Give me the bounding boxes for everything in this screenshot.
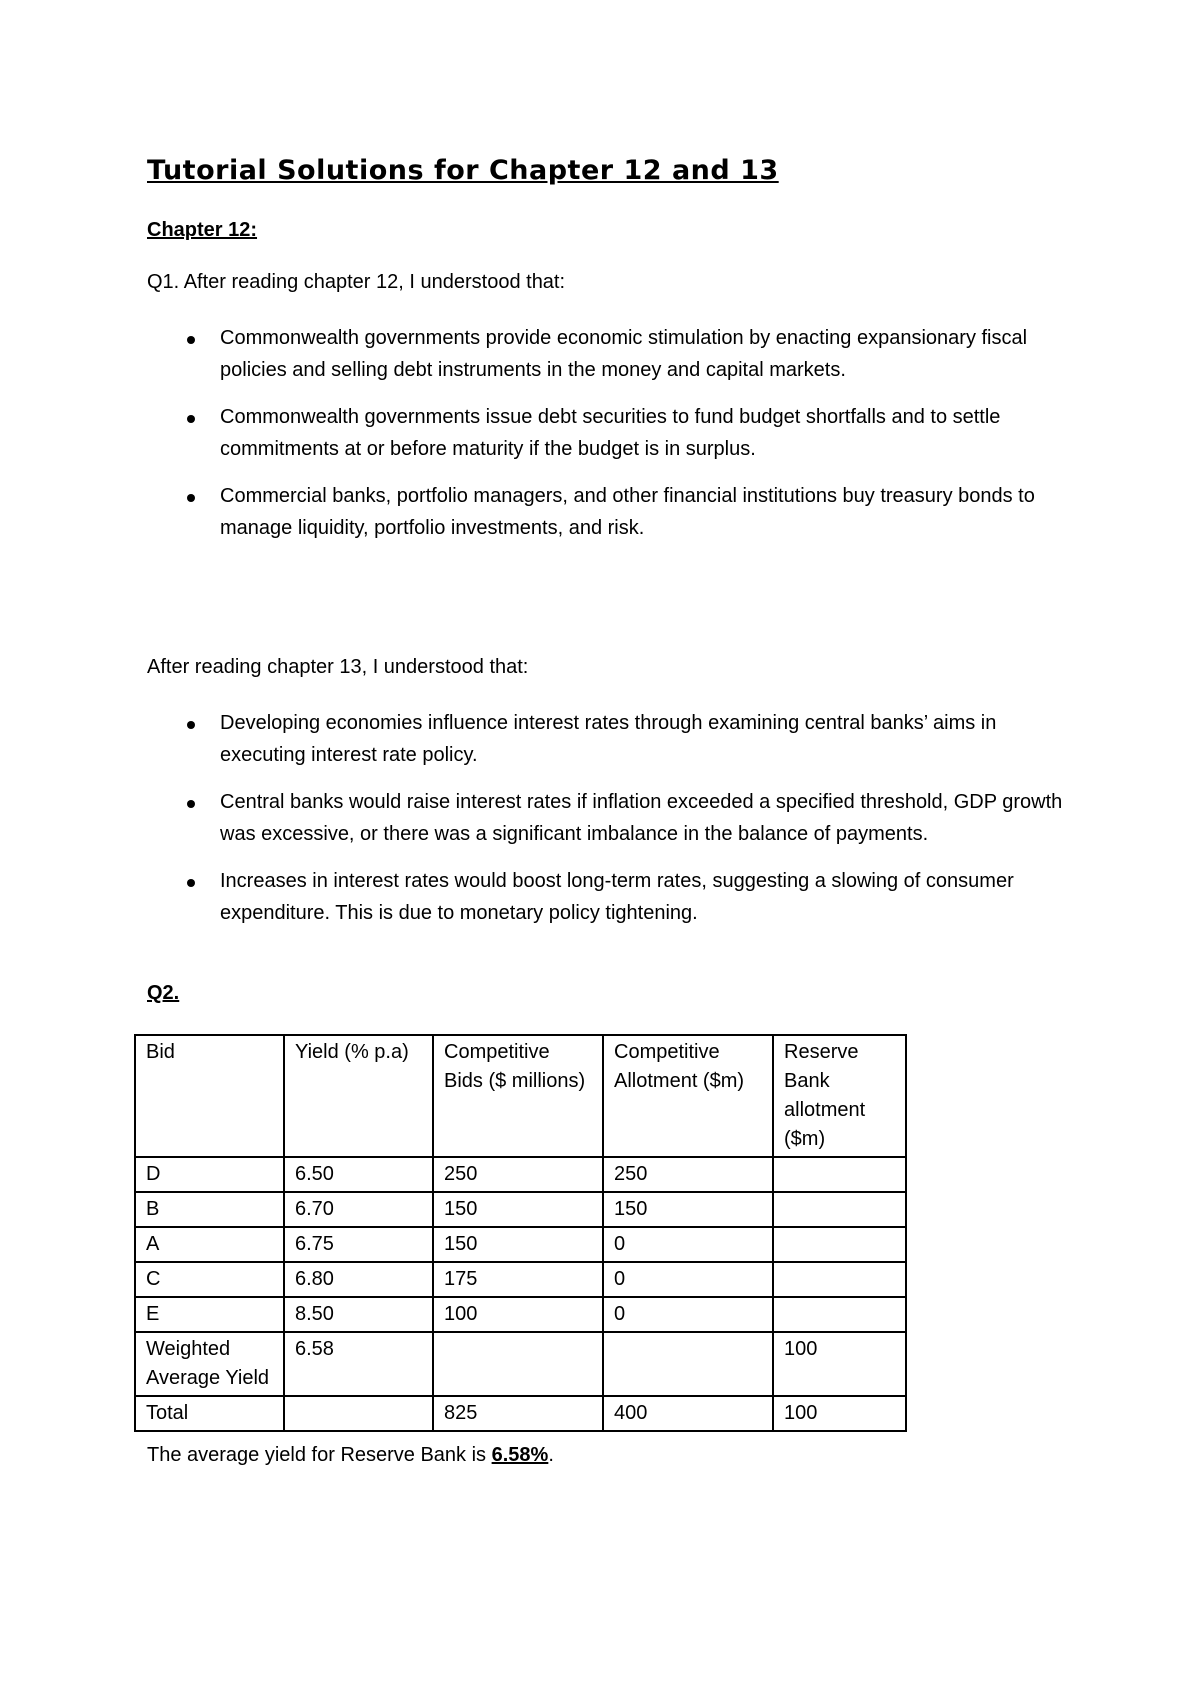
table-cell <box>773 1157 906 1192</box>
table-row <box>135 1262 906 1297</box>
bullet-icon <box>187 415 195 423</box>
table-cell <box>773 1297 906 1332</box>
bullet-icon <box>187 879 195 887</box>
average-yield-value: 6.58% <box>491 1444 549 1466</box>
table-row <box>135 1227 906 1262</box>
table-header-row <box>135 1035 906 1157</box>
page-title: Tutorial Solutions for Chapter 12 and 13 <box>147 155 779 186</box>
table-cell: 0 <box>603 1227 773 1262</box>
table-cell <box>603 1332 773 1396</box>
table-cell: Weighted Average Yield <box>135 1332 284 1396</box>
list-item: Commercial banks, portfolio managers, and other financial institutions buy treasury bonds to manage liquidity, portfolio investments, and risk. <box>147 480 1087 544</box>
table-cell: 0 <box>603 1262 773 1297</box>
list-item: Commonwealth governments provide economic stimulation by enacting expansionary fiscal policies and selling debt instruments in the money and capital markets. <box>147 322 1087 386</box>
chapter-13-bullet-list <box>147 707 1087 944</box>
table-cell: 8.50 <box>284 1297 433 1332</box>
table-row <box>135 1396 906 1431</box>
bullet-icon <box>187 336 195 344</box>
q1-intro: Q1. After reading chapter 12, I understood that: <box>147 271 566 293</box>
table-cell: B <box>135 1192 284 1227</box>
table-cell <box>284 1396 433 1431</box>
table-cell: 100 <box>773 1396 906 1431</box>
table-cell: 6.50 <box>284 1157 433 1192</box>
bid-allotment-table <box>134 1034 907 1432</box>
table-cell: 400 <box>603 1396 773 1431</box>
table-cell: 150 <box>433 1192 603 1227</box>
bullet-icon <box>187 494 195 502</box>
table-cell: 100 <box>433 1297 603 1332</box>
table-row <box>135 1332 906 1396</box>
table-row <box>135 1297 906 1332</box>
table-cell: 100 <box>773 1332 906 1396</box>
table-cell: 0 <box>603 1297 773 1332</box>
table-cell: 150 <box>603 1192 773 1227</box>
chapter-13-intro: After reading chapter 13, I understood that: <box>147 656 529 678</box>
list-item: Commonwealth governments issue debt securities to fund budget shortfalls and to settle commitments at or before maturity if the budget is in surplus. <box>147 401 1087 465</box>
chapter-12-bullet-list <box>147 322 1087 559</box>
list-item: Increases in interest rates would boost long-term rates, suggesting a slowing of consumer expenditure. This is due to monetary policy tightening. <box>147 865 1087 929</box>
table-cell: 250 <box>433 1157 603 1192</box>
table-cell: A <box>135 1227 284 1262</box>
table-cell: Total <box>135 1396 284 1431</box>
table-cell <box>773 1227 906 1262</box>
table-cell: 150 <box>433 1227 603 1262</box>
table-cell: 250 <box>603 1157 773 1192</box>
table-header-cell: Competitive Bids ($ millions) <box>433 1035 603 1157</box>
table-cell: 6.70 <box>284 1192 433 1227</box>
table-header-cell: Yield (% p.a) <box>284 1035 433 1157</box>
table-cell <box>773 1262 906 1297</box>
table-header-cell: Competitive Allotment ($m) <box>603 1035 773 1157</box>
table-cell: 825 <box>433 1396 603 1431</box>
table-cell <box>433 1332 603 1396</box>
table-header-cell: Bid <box>135 1035 284 1157</box>
q2-conclusion: The average yield for Reserve Bank is 6.58%. <box>147 1444 554 1466</box>
q2-heading: Q2. <box>147 982 180 1004</box>
bullet-icon <box>187 721 195 729</box>
list-item: Central banks would raise interest rates if inflation exceeded a specified threshold, GDP growth was excessive, or there was a significant imbalance in the balance of payments. <box>147 786 1087 850</box>
chapter-12-heading: Chapter 12: <box>147 219 258 241</box>
table-cell: E <box>135 1297 284 1332</box>
table-cell: C <box>135 1262 284 1297</box>
table-cell <box>773 1192 906 1227</box>
bullet-icon <box>187 800 195 808</box>
table-cell: D <box>135 1157 284 1192</box>
table-cell: 175 <box>433 1262 603 1297</box>
table-cell: 6.58 <box>284 1332 433 1396</box>
table-cell: 6.75 <box>284 1227 433 1262</box>
list-item: Developing economies influence interest rates through examining central banks’ aims in executing interest rate policy. <box>147 707 1087 771</box>
table-row <box>135 1192 906 1227</box>
table-header-cell: Reserve Bank allotment ($m) <box>773 1035 906 1157</box>
table-cell: 6.80 <box>284 1262 433 1297</box>
table-row <box>135 1157 906 1192</box>
